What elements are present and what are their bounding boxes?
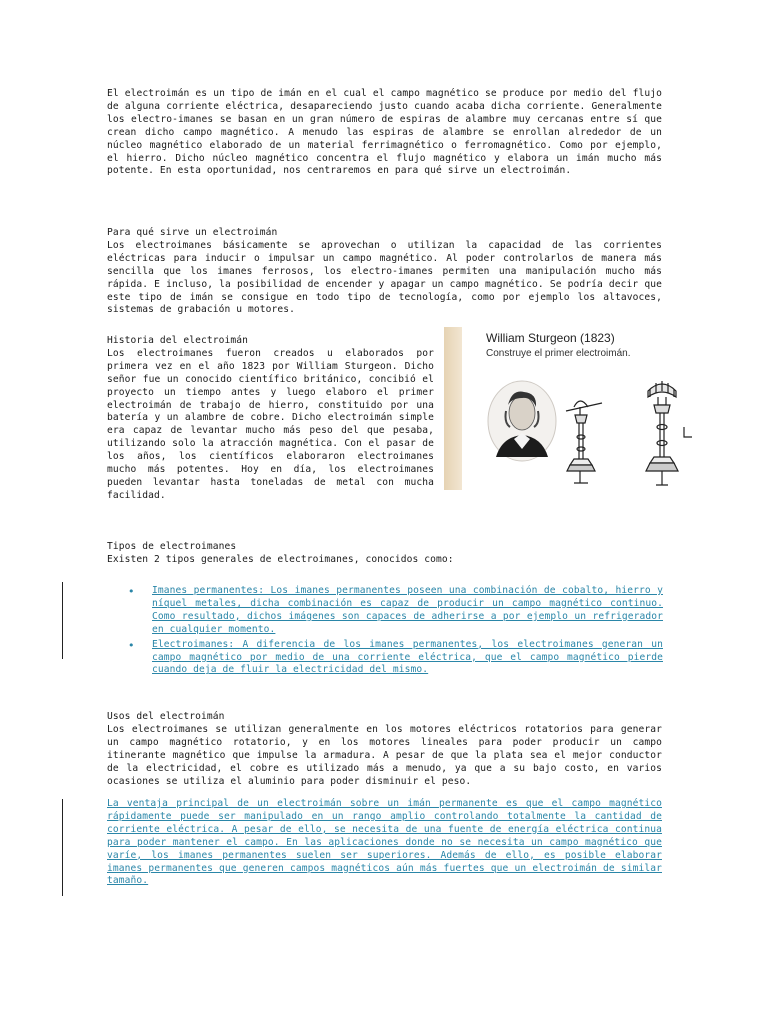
- apparatus-right-illustration: [646, 381, 692, 485]
- sturgeon-figure: [444, 327, 718, 490]
- section-historia: [107, 335, 434, 503]
- list-item[interactable]: [128, 639, 663, 678]
- section-heading: Para qué sirve un electroimán: [107, 227, 278, 238]
- figure-title: William Sturgeon (1823): [486, 331, 615, 345]
- ventaja-paragraph-link[interactable]: La ventaja principal de un electroimán sobre un imán permanente es que el campo magnético rápidamente puede ser manipulado en un rango amplio controlando totalmente la cantidad de corriente eléctrica. A pesar de ello, se necesita de una fuente de energía eléctrica continua para poder mantener el campo. En las aplicaciones donde no se necesita un campo magnético que varíe, los imanes permanentes suelen ser superiores. Además de ello, es posible elaborar imanes permanentes que generen campos magnéticos aún más fuertes que un electroimán de similar tamaño.: [107, 798, 662, 887]
- section-heading: Historia del electroimán: [107, 335, 249, 346]
- bullet-icon: •: [128, 585, 135, 598]
- section-text: Los electroimanes básicamente se aprovechan o utilizan la capacidad de las corrientes eléctricas para inducir o impulsar un campo magnético. Al poder controlarlos de manera más sencilla que los imanes ferrosos, los electro-imanes permiten una manipulación mucho más rápida. E incluso, la posibilidad de encender y apagar un campo magnético. Se podría decir que este tipo de imán se consigue en todo tipo de tecnología, como por ejemplo los altavoces, sistemas de grabación u motores.: [107, 239, 662, 316]
- list-item-text[interactable]: Electroimanes: A diferencia de los imanes permanentes, los electroimanes generan un campo magnético por medio de una corriente eléctrica, que el campo magnético pierde cuando deja de fluir la electricidad del mismo.: [152, 638, 663, 676]
- section-text: Los electroimanes fueron creados u elaborados por primera vez en el año 1823 por William Sturgeon. Dicho señor fue un conocido científico británico, concibió el proyecto un tiempo antes y luego elaboro el primer electroimán de trabajo de hierro, constituido por una batería y un alambre de cobre. Dicho electroimán simple era capaz de levantar mucho más peso del que pesaba, utilizando solo la atracción magnética. Con el pasar de los años, los científicos elaboraron electroimanes mucho más potentes. Hoy en día, los electroimanes pueden levantar hasta toneladas de metal con mucha facilidad.: [107, 347, 434, 501]
- section-usos: [107, 711, 662, 788]
- figure-border-band: [444, 327, 462, 490]
- section-tipos: [107, 541, 662, 567]
- sturgeon-portrait-and-apparatus-illustration: [462, 367, 718, 490]
- portrait-image: [488, 381, 556, 461]
- list-item[interactable]: [128, 585, 663, 637]
- list-item-text[interactable]: Imanes permanentes: Los imanes permanentes poseen una combinación de cobalto, hierro y níquel metales, dicha combinación es capaz de producir un campo magnético continuo. Como resultado, dichos imágenes son capaces de adherirse a por ejemplo un refrigerador en cualquier momento.: [152, 585, 663, 635]
- change-bar: [62, 799, 63, 896]
- section-para-que: [107, 227, 662, 317]
- section-text: Los electroimanes se utilizan generalmente en los motores eléctricos rotatorios para generar un campo magnético rotatorio, y en los motores lineales para poder producir un campo itinerante magnético que impulse la armadura. A pesar de que la plata sea el mejor conductor de la electricidad, el cobre es utilizado más a menudo, ya que a su bajo costo, en varios ocasiones se utiliza el aluminio para poder disminuir el peso.: [107, 723, 662, 787]
- section-heading: Usos del electroimán: [107, 711, 225, 722]
- section-heading: Tipos de electroimanes: [107, 541, 237, 552]
- section-intro: Existen 2 tipos generales de electroimanes, conocidos como:: [107, 553, 454, 565]
- apparatus-left-illustration: [566, 401, 602, 483]
- change-bar: [62, 582, 63, 659]
- tipos-list: [128, 585, 663, 679]
- intro-paragraph: El electroimán es un tipo de imán en el cual el campo magnético se produce por medio del flujo de alguna corriente eléctrica, desapareciendo justo cuando acaba dicha corriente. Generalmente los electro-imanes se basan en un gran número de espiras de alambre muy cercanas entre sí que crean dicho campo magnético. A menudo las espiras de alambre se enrollan alrededor de un núcleo magnético elaborado de un material ferrimagnético o ferromagnético. Como por ejemplo, el hierro. Dicho núcleo magnético concentra el flujo magnético y elabora un imán mucho más potente. En esta oportunidad, nos centraremos en para qué sirve un electroimán.: [107, 88, 662, 177]
- bullet-icon: •: [128, 638, 135, 652]
- figure-caption: Construye el primer electroimán.: [486, 348, 631, 359]
